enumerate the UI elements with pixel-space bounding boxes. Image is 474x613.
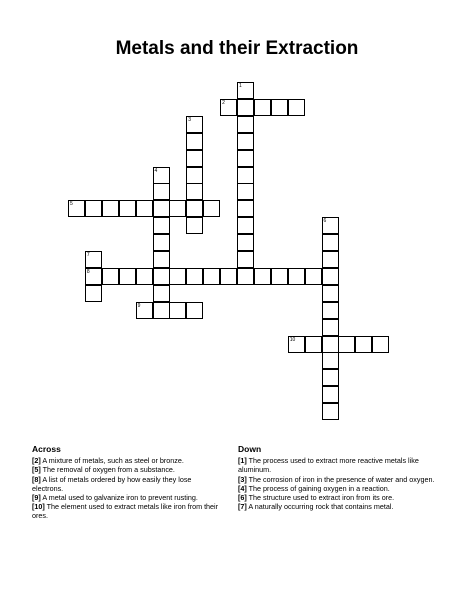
crossword-cell[interactable] (372, 336, 389, 353)
cell-number: 9 (137, 302, 141, 309)
clue-number: [7] (238, 502, 247, 512)
crossword-cell[interactable] (237, 133, 254, 150)
crossword-cell[interactable] (305, 268, 322, 285)
crossword-cell[interactable] (186, 150, 203, 167)
cell-number: 6 (323, 218, 327, 225)
crossword-cell[interactable] (85, 251, 102, 268)
crossword-cell[interactable] (322, 319, 339, 336)
crossword-cell[interactable] (119, 200, 136, 217)
clue-text: The removal of oxygen from a substance. (42, 465, 175, 475)
crossword-cell[interactable] (237, 116, 254, 133)
crossword-cell[interactable] (237, 217, 254, 234)
crossword-cell[interactable] (237, 234, 254, 251)
crossword-cell[interactable] (153, 234, 170, 251)
across-heading: Across (32, 444, 61, 454)
clue-number: [1] (238, 456, 247, 466)
crossword-cell[interactable] (136, 302, 153, 319)
crossword-cell[interactable] (85, 285, 102, 302)
clue-down-1 (238, 456, 438, 474)
cell-number: 10 (289, 336, 296, 343)
crossword-cell[interactable] (322, 403, 339, 420)
down-heading: Down (238, 444, 262, 454)
cell-number: 1 (239, 83, 242, 89)
clue-number: [4] (238, 483, 247, 493)
crossword-cell[interactable] (322, 302, 339, 319)
crossword-cell[interactable] (119, 268, 136, 285)
crossword-cell[interactable] (136, 268, 153, 285)
crossword-cell[interactable] (186, 200, 203, 217)
crossword-cell[interactable] (186, 268, 203, 285)
crossword-cell[interactable] (305, 336, 322, 353)
crossword-cell[interactable] (153, 217, 170, 234)
crossword-cell[interactable] (288, 268, 305, 285)
crossword-cell[interactable] (169, 268, 186, 285)
clue-number: [9] (32, 493, 41, 503)
clue-across-5 (32, 465, 224, 474)
crossword-cell[interactable] (237, 251, 254, 268)
crossword-cell[interactable] (322, 268, 339, 285)
crossword-cell[interactable] (153, 183, 170, 200)
clue-text: A naturally occurring rock that contains metal. (248, 502, 394, 512)
crossword-cell[interactable] (68, 200, 85, 217)
clue-number: [8] (32, 474, 41, 484)
crossword-cell[interactable] (203, 268, 220, 285)
cell-number: 3 (188, 116, 192, 123)
crossword-cell[interactable] (338, 336, 355, 353)
crossword-cell[interactable] (85, 200, 102, 217)
clue-across-8 (32, 475, 224, 493)
crossword-cell[interactable] (136, 200, 153, 217)
crossword-cell[interactable] (271, 99, 288, 116)
clue-text: The corrosion of iron in the presence of water and oxygen. (248, 474, 435, 484)
crossword-cell[interactable] (237, 99, 254, 116)
crossword-cell[interactable] (237, 200, 254, 217)
crossword-cell[interactable] (288, 336, 305, 353)
clue-text: A mixture of metals, such as steel or bronze. (42, 456, 184, 466)
cell-number: 4 (154, 167, 158, 174)
crossword-cell[interactable] (186, 133, 203, 150)
clue-down-6 (238, 493, 438, 502)
crossword-cell[interactable] (254, 268, 271, 285)
crossword-cell[interactable] (271, 268, 288, 285)
crossword-cell[interactable] (322, 386, 339, 403)
crossword-cell[interactable] (102, 200, 119, 217)
clue-down-3 (238, 475, 438, 484)
clue-text: The element used to extract metals like iron from their ores. (32, 502, 219, 521)
clue-number: [2] (32, 456, 41, 466)
crossword-cell[interactable] (237, 82, 254, 99)
across-clues (32, 445, 224, 521)
crossword-cell[interactable] (220, 268, 237, 285)
clue-number: [10] (32, 502, 45, 512)
crossword-cell[interactable] (237, 167, 254, 184)
crossword-cell[interactable] (322, 336, 339, 353)
crossword-cell[interactable] (85, 268, 102, 285)
crossword-cell[interactable] (169, 302, 186, 319)
clue-down-7 (238, 502, 438, 511)
crossword-cell[interactable] (220, 99, 237, 116)
crossword-cell[interactable] (153, 167, 170, 184)
clue-across-9 (32, 493, 224, 502)
clue-text: A list of metals ordered by how easily they lose electrons. (32, 474, 192, 493)
clue-across-10 (32, 502, 224, 520)
crossword-cell[interactable] (186, 183, 203, 200)
crossword-cell[interactable] (237, 268, 254, 285)
crossword-cell[interactable] (355, 336, 372, 353)
crossword-cell[interactable] (322, 217, 339, 234)
crossword-cell[interactable] (153, 200, 170, 217)
crossword-cell[interactable] (288, 99, 305, 116)
down-clues (238, 445, 438, 511)
clue-across-2 (32, 456, 224, 465)
crossword-cell[interactable] (322, 352, 339, 369)
crossword-cell[interactable] (203, 200, 220, 217)
crossword-cell[interactable] (153, 251, 170, 268)
cell-number: 2 (222, 99, 225, 106)
clue-down-4 (238, 484, 438, 493)
crossword-cell[interactable] (186, 302, 203, 319)
puzzle-title: Metals and their Extraction (115, 38, 359, 59)
crossword-cell[interactable] (254, 99, 271, 116)
clue-text: The process used to extract more reactive metals like aluminum. (238, 456, 419, 475)
crossword-cell[interactable] (186, 116, 203, 133)
crossword-cell[interactable] (102, 268, 119, 285)
clue-text: The process of gaining oxygen in a reaction. (248, 483, 390, 493)
crossword-cell[interactable] (237, 150, 254, 167)
crossword-cell[interactable] (186, 167, 203, 184)
clue-number: [3] (238, 474, 247, 484)
crossword-cell[interactable] (322, 251, 339, 268)
crossword-cell[interactable] (322, 369, 339, 386)
crossword-cell[interactable] (153, 285, 170, 302)
cell-number: 5 (70, 201, 73, 208)
clue-text: A metal used to galvanize iron to prevent rusting. (42, 493, 198, 503)
crossword-cell[interactable] (153, 268, 170, 285)
crossword-cell[interactable] (169, 200, 186, 217)
crossword-cell[interactable] (186, 217, 203, 234)
cell-number: 8 (86, 268, 90, 275)
crossword-cell[interactable] (322, 234, 339, 251)
clue-text: The structure used to extract iron from its ore. (248, 493, 395, 503)
crossword-cell[interactable] (153, 302, 170, 319)
crossword-cell[interactable] (237, 183, 254, 200)
crossword-cell[interactable] (322, 285, 339, 302)
clue-number: [5] (32, 465, 41, 475)
cell-number: 7 (86, 252, 90, 258)
clue-number: [6] (238, 493, 247, 503)
